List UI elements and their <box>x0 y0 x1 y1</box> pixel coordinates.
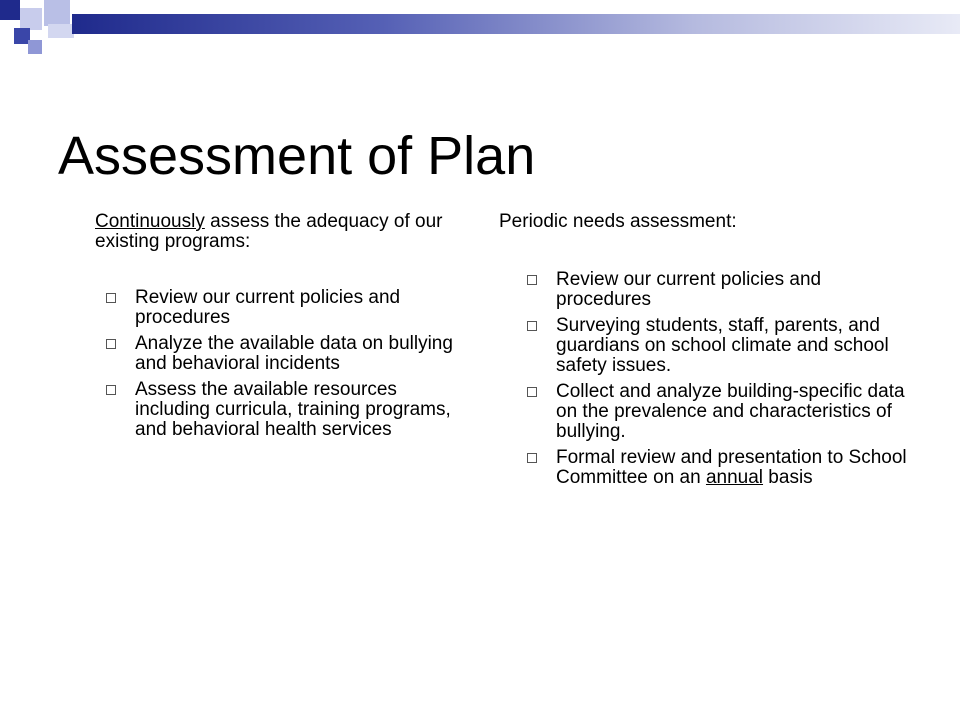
list-item-text: Review our current policies and procedures <box>135 287 401 328</box>
slide-title: Assessment of Plan <box>58 126 536 187</box>
decor-square <box>0 0 20 20</box>
right-bullet-list <box>526 270 918 488</box>
right-column <box>498 212 918 494</box>
list-item-text: basis <box>763 467 813 488</box>
list-item <box>526 382 918 442</box>
checkbox-bullet-icon <box>527 321 537 331</box>
list-item-emphasis: annual <box>705 467 764 488</box>
decor-square <box>48 24 74 38</box>
left-column <box>95 212 470 446</box>
list-item <box>526 316 918 376</box>
list-item <box>526 448 918 488</box>
decor-square <box>20 8 42 30</box>
header-bar <box>72 14 960 34</box>
checkbox-bullet-icon <box>527 453 537 463</box>
list-item-text: Analyze the available data on bullying and behavioral incidents <box>135 333 453 374</box>
list-item-text: Assess the available resources including curricula, training programs, and behavioral health services <box>135 379 451 440</box>
intro-emphasis: Continuously <box>95 211 205 232</box>
left-bullet-list <box>105 288 470 440</box>
list-item <box>105 288 470 328</box>
checkbox-bullet-icon <box>106 385 116 395</box>
list-item-text: Collect and analyze building-specific data on the prevalence and characteristics of bullying. <box>556 381 905 442</box>
right-intro: Periodic needs assessment: <box>499 211 737 232</box>
decor-square <box>44 0 70 26</box>
decor-square <box>28 40 42 54</box>
list-item-text: Review our current policies and procedures <box>556 269 822 310</box>
list-item-text: Surveying students, staff, parents, and guardians on school climate and school safety issues. <box>556 315 889 376</box>
intro-text: assess the adequacy of our existing programs: <box>95 211 443 252</box>
checkbox-bullet-icon <box>527 275 537 285</box>
checkbox-bullet-icon <box>106 339 116 349</box>
list-item <box>105 334 470 374</box>
checkbox-bullet-icon <box>527 387 537 397</box>
list-item <box>105 380 470 440</box>
list-item-text: Formal review and presentation to School Committee on an <box>556 447 907 488</box>
left-intro <box>95 212 470 252</box>
list-item <box>526 270 918 310</box>
checkbox-bullet-icon <box>106 293 116 303</box>
